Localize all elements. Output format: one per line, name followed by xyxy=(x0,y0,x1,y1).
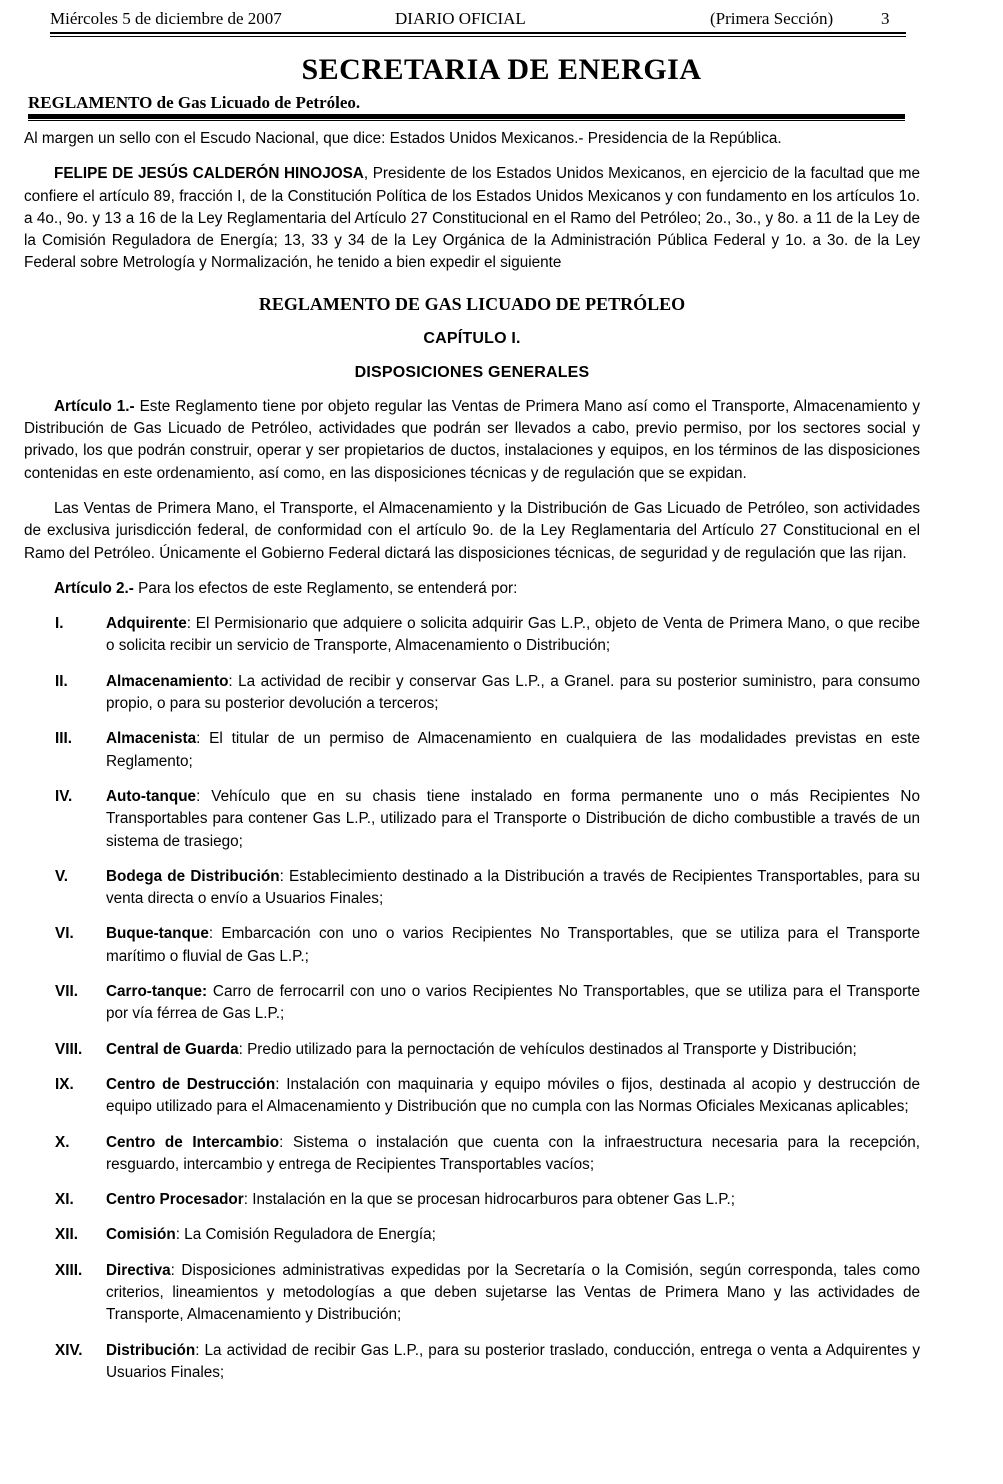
definition-item xyxy=(24,728,920,773)
article-2-label: Artículo 2.- xyxy=(54,579,134,597)
definition-numeral: VII. xyxy=(55,983,78,1001)
page-title: SECRETARIA DE ENERGIA xyxy=(301,53,702,86)
definition-body: : La actividad de recibir y conservar Gas L.P., a Granel. para su posterior suministro, para consumo propio, o para su posterior devolución a terceros; xyxy=(106,672,920,713)
definition-term: Centro de Intercambio xyxy=(106,1133,280,1151)
definition-numeral: V. xyxy=(55,867,69,885)
regulation-title: REGLAMENTO DE GAS LICUADO DE PETRÓLEO xyxy=(258,293,686,314)
definition-body: : Sistema o instalación que cuenta con la infraestructura necesaria para la recepción, resguardo, intercambio y entrega de Recipientes Transportables vacíos; xyxy=(106,1133,920,1173)
definition-body: : Embarcación con uno o varios Recipientes No Transportables, que se utiliza para el Transporte marítimo o fluvial de Gas L.P.; xyxy=(106,925,920,965)
definition-body: : Instalación en la que se procesan hidrocarburos para obtener Gas L.P.; xyxy=(243,1191,735,1209)
definition-term: Central de Guarda xyxy=(106,1040,239,1058)
definition-item xyxy=(24,866,920,911)
definition-item xyxy=(24,613,920,658)
definition-body: : Instalación con maquinaria y equipo móviles o fijos, destinada al acopio y destrucción de equipo utilizado para el Almacenamiento y Distribución que no cumpla con las Normas Oficiales Mexicanas aplicables; xyxy=(106,1075,920,1116)
definition-text xyxy=(106,613,920,658)
definitions-list xyxy=(24,613,920,1384)
chapter-heading: CAPÍTULO I. xyxy=(423,329,521,347)
definition-body: : Predio utilizado para la pernoctación de vehículos destinados al Transporte y Distribución; xyxy=(238,1040,857,1058)
definition-text xyxy=(106,1074,920,1119)
running-head-page-number: 3 xyxy=(881,9,890,28)
definition-body: : Disposiciones administrativas expedidas por la Secretaría o la Comisión, según corresponda, tales como criterios, lineamientos y metodologías a que deben sujetarse las Ventas de Primera Mano y las actividades de Transporte, Almacenamiento y Distribución; xyxy=(106,1261,920,1324)
document-subject-line xyxy=(28,93,360,113)
president-name: FELIPE DE JESÚS CALDERÓN HINOJOSA xyxy=(54,165,364,183)
preamble-paragraph xyxy=(24,163,920,274)
definition-term: Bodega de Distribución xyxy=(106,867,280,885)
definition-item xyxy=(24,923,920,968)
definition-text xyxy=(106,981,920,1026)
definition-text xyxy=(106,1340,920,1385)
definition-numeral: IV. xyxy=(55,787,73,805)
document-subject-text: de Gas Licuado de Petróleo. xyxy=(152,93,361,112)
definition-item xyxy=(24,1074,920,1119)
definition-item xyxy=(24,981,920,1026)
definition-numeral: VI. xyxy=(55,925,74,943)
definition-text xyxy=(106,1189,920,1211)
article-2-paragraph xyxy=(24,578,920,600)
definition-term: Buque-tanque xyxy=(106,925,209,943)
definition-body: : El Permisionario que adquiere o solicita adquirir Gas L.P., objeto de Venta de Primera Mano, o que recibe o solicita recibir un servicio de Transporte, Almacenamiento o Distribución; xyxy=(106,615,920,655)
definition-term: Centro de Destrucción xyxy=(106,1075,276,1093)
definition-numeral: XIII. xyxy=(55,1261,83,1279)
definition-numeral: I. xyxy=(55,615,64,633)
definition-numeral: XII. xyxy=(55,1226,78,1244)
article-1-text: Este Reglamento tiene por objeto regular las Ventas de Primera Mano así como el Transporte, Almacenamiento y Distribución de Gas Licuado de Petróleo, actividades que podrán ser llevados a cabo, previo permiso, por los sectores social y privado, los que podrán construir, operar y ser propietarios de ductos, instalaciones y equipos, en los términos de las disposiciones contenidas en este ordenamiento, así como, en las disposiciones técnicas y de regulación que se expidan. xyxy=(24,397,920,482)
definition-text xyxy=(106,728,920,773)
definition-body: : La Comisión Reguladora de Energía; xyxy=(175,1226,436,1244)
seal-paragraph: Al margen un sello con el Escudo Nacional, que dice: Estados Unidos Mexicanos.- Presidencia de la República. xyxy=(24,130,782,147)
definition-body: Carro de ferrocarril con uno o varios Recipientes No Transportables, que se utiliza para el Transporte por vía férrea de Gas L.P.; xyxy=(106,983,920,1023)
definition-text xyxy=(106,1260,920,1327)
definition-numeral: II. xyxy=(55,672,68,690)
definition-term: Distribución xyxy=(106,1341,196,1359)
article-1-label: Artículo 1.- xyxy=(54,397,135,415)
definition-term: Centro Procesador xyxy=(106,1191,244,1209)
definition-term: Directiva xyxy=(106,1261,171,1279)
definition-term: Auto-tanque xyxy=(106,787,197,805)
definition-term: Carro-tanque: xyxy=(106,983,208,1001)
definition-body: : Establecimiento destinado a la Distribución a través de Recipientes Transportables, para su venta directa o envío a Usuarios Finales; xyxy=(106,867,920,908)
document-body xyxy=(24,128,920,1384)
header-divider-rule xyxy=(50,32,906,37)
definition-numeral: X. xyxy=(55,1133,70,1151)
preamble-text: , Presidente de los Estados Unidos Mexicanos, en ejercicio de la facultad que me confiere el artículo 89, fracción I, de la Constitución Política de los Estados Unidos Mexicanos y con fundamento en los artículos 1o. a 4o., 9o. y 13 a 16 de la Ley Reglamentaria del Artículo 27 Constitucional en el Ramo del Petróleo; 2o., 3o., y 8o. a 11 de la Ley de la Comisión Reguladora de Energía; 13, 33 y 34 de la Ley Orgánica de la Administración Pública Federal y 1o. a 3o. de la Ley Federal sobre Metrología y Normalización, he tenido a bien expedir el siguiente xyxy=(24,165,920,272)
document-subject-keyword: REGLAMENTO xyxy=(28,93,153,112)
definition-term: Almacenamiento xyxy=(106,672,229,690)
definition-text xyxy=(106,923,920,968)
definition-numeral: XIV. xyxy=(55,1341,83,1359)
definition-text xyxy=(106,1039,920,1061)
definition-text xyxy=(106,671,920,716)
definition-text xyxy=(106,786,920,853)
definition-text xyxy=(106,1132,920,1177)
definition-numeral: IX. xyxy=(55,1075,74,1093)
definition-numeral: VIII. xyxy=(55,1040,83,1058)
definition-text xyxy=(106,1224,920,1246)
definition-body: : La actividad de recibir Gas L.P., para su posterior traslado, conducción, entrega o venta a Adquirentes y Usuarios Finales; xyxy=(106,1341,920,1381)
definition-item xyxy=(24,1260,920,1327)
definition-item xyxy=(24,1224,920,1246)
article-1-paragraph-2: Las Ventas de Primera Mano, el Transporte, el Almacenamiento y la Distribución de Gas Licuado de Petróleo, son actividades de exclusiva jurisdicción federal, de conformidad con el artículo 9o. de la Ley Reglamentaria del Artículo 27 Constitucional en el Ramo del Petróleo. Únicamente el Gobierno Federal dictará las disposiciones técnicas, de seguridad y de regulación que las rijan. xyxy=(24,499,920,562)
running-head-date: Miércoles 5 de diciembre de 2007 xyxy=(50,9,282,28)
chapter-subtitle: DISPOSICIONES GENERALES xyxy=(354,363,590,381)
definition-text xyxy=(106,866,920,911)
article-1-paragraph xyxy=(24,396,920,485)
running-head-publication: DIARIO OFICIAL xyxy=(395,9,526,28)
definition-item xyxy=(24,671,920,716)
definition-term: Adquirente xyxy=(106,615,187,633)
definition-item xyxy=(24,1340,920,1385)
subject-divider-rule xyxy=(28,114,905,121)
definition-item xyxy=(24,1039,920,1061)
definition-item xyxy=(24,786,920,853)
article-2-text: Para los efectos de este Reglamento, se entenderá por: xyxy=(133,579,518,597)
definition-item xyxy=(24,1189,920,1211)
definition-numeral: III. xyxy=(55,730,72,748)
definition-term: Comisión xyxy=(106,1226,176,1244)
running-head-section: (Primera Sección) xyxy=(710,9,834,28)
definition-numeral: XI. xyxy=(55,1191,74,1209)
definition-item xyxy=(24,1132,920,1177)
definition-body: : Vehículo que en su chasis tiene instalado en forma permanente uno o más Recipientes No Transportables para contener Gas L.P., utilizado para el Transporte o Distribución de dicho combustible a través de un sistema de trasiego; xyxy=(106,787,920,850)
running-head xyxy=(50,8,906,30)
definition-term: Almacenista xyxy=(106,730,197,748)
definition-body: : El titular de un permiso de Almacenamiento en cualquiera de las modalidades previstas en este Reglamento; xyxy=(106,730,920,770)
